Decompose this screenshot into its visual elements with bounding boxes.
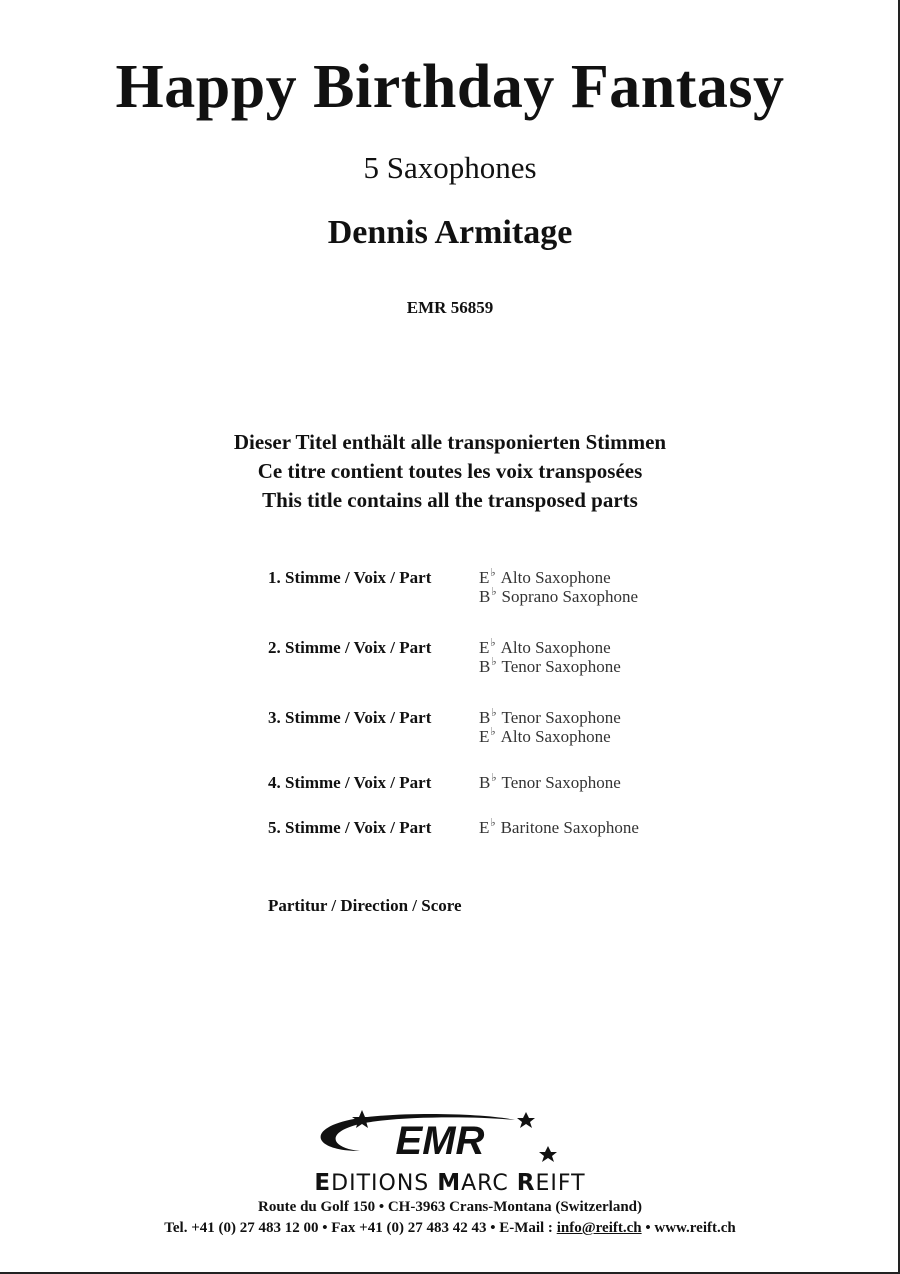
publisher-name — [0, 1170, 900, 1196]
flat-sign: ♭ — [490, 637, 496, 649]
instrument-name: Soprano Saxophone — [501, 587, 639, 606]
publisher-contact — [0, 1220, 900, 1237]
instrument-line — [479, 818, 639, 838]
score-label: Partitur / Direction / Score — [268, 896, 462, 915]
instrument-name: Alto Saxophone — [500, 638, 611, 657]
instrument-line — [479, 638, 611, 658]
flat-sign: ♭ — [491, 586, 497, 598]
part-entry-1 — [268, 568, 788, 612]
emr-logo — [300, 1106, 570, 1176]
part-entry-2 — [268, 638, 788, 682]
logo-star-icon — [517, 1112, 535, 1128]
flat-sign: ♭ — [491, 707, 497, 719]
key-letter: B — [479, 773, 491, 792]
key-letter: E — [479, 818, 490, 837]
publisher-word: EIFT — [535, 1171, 586, 1196]
instrument-name: Baritone Saxophone — [500, 818, 639, 837]
instrumentation: 5 Saxophones — [363, 150, 537, 185]
instrument-name: Tenor Saxophone — [501, 708, 621, 727]
flat-sign: ♭ — [491, 656, 497, 668]
key-letter: E — [479, 568, 490, 587]
instrument-line — [479, 568, 611, 588]
key-letter: B — [479, 708, 491, 727]
instrument-line — [479, 708, 621, 728]
part-label: 1. Stimme / Voix / Part — [268, 568, 432, 587]
part-label: 4. Stimme / Voix / Part — [268, 773, 432, 792]
instrument-line — [479, 657, 621, 677]
key-letter: B — [479, 587, 491, 606]
logo-star-icon — [539, 1146, 557, 1162]
instrument-line — [479, 727, 611, 747]
logo-star-icon — [352, 1110, 372, 1128]
logo-text: EMR — [395, 1119, 485, 1163]
part-entry-3 — [268, 708, 788, 752]
instrument-line — [479, 773, 621, 793]
part-label: 2. Stimme / Voix / Part — [268, 638, 432, 657]
publisher-word: ARC — [461, 1171, 517, 1196]
publisher-word: DITIONS — [331, 1171, 438, 1196]
composer-name: Dennis Armitage — [327, 214, 573, 251]
part-label: 3. Stimme / Voix / Part — [268, 708, 432, 727]
part-label: 5. Stimme / Voix / Part — [268, 818, 432, 837]
notice-english: This title contains all the transposed parts — [262, 488, 638, 512]
contact-phone-fax: Tel. +41 (0) 27 483 12 00 • Fax +41 (0) 27 483 42 43 • E-Mail : — [164, 1220, 557, 1236]
publisher-initial: E — [314, 1170, 332, 1196]
email-link[interactable]: info@reift.ch — [556, 1220, 642, 1236]
flat-sign: ♭ — [490, 567, 496, 579]
publisher-initial: R — [516, 1170, 536, 1196]
publisher-initial: M — [437, 1170, 462, 1196]
instrument-name: Tenor Saxophone — [501, 773, 621, 792]
catalog-number: EMR 56859 — [406, 298, 494, 317]
key-letter: E — [479, 638, 490, 657]
contact-website: • www.reift.ch — [641, 1220, 736, 1236]
instrument-line — [479, 587, 638, 607]
flat-sign: ♭ — [491, 772, 497, 784]
flat-sign: ♭ — [490, 726, 496, 738]
flat-sign: ♭ — [490, 817, 496, 829]
part-entry-4 — [268, 773, 788, 817]
instrument-name: Alto Saxophone — [500, 727, 611, 746]
publisher-address: Route du Golf 150 • CH-3963 Crans-Montana (Switzerland) — [258, 1199, 642, 1215]
key-letter: E — [479, 727, 490, 746]
piece-title: Happy Birthday Fantasy — [115, 53, 785, 121]
instrument-name: Tenor Saxophone — [501, 657, 621, 676]
part-entry-5 — [268, 818, 788, 862]
instrument-name: Alto Saxophone — [500, 568, 611, 587]
notice-german: Dieser Titel enthält alle transponierten Stimmen — [233, 430, 667, 454]
key-letter: B — [479, 657, 491, 676]
notice-french: Ce titre contient toutes les voix transposées — [257, 459, 643, 483]
